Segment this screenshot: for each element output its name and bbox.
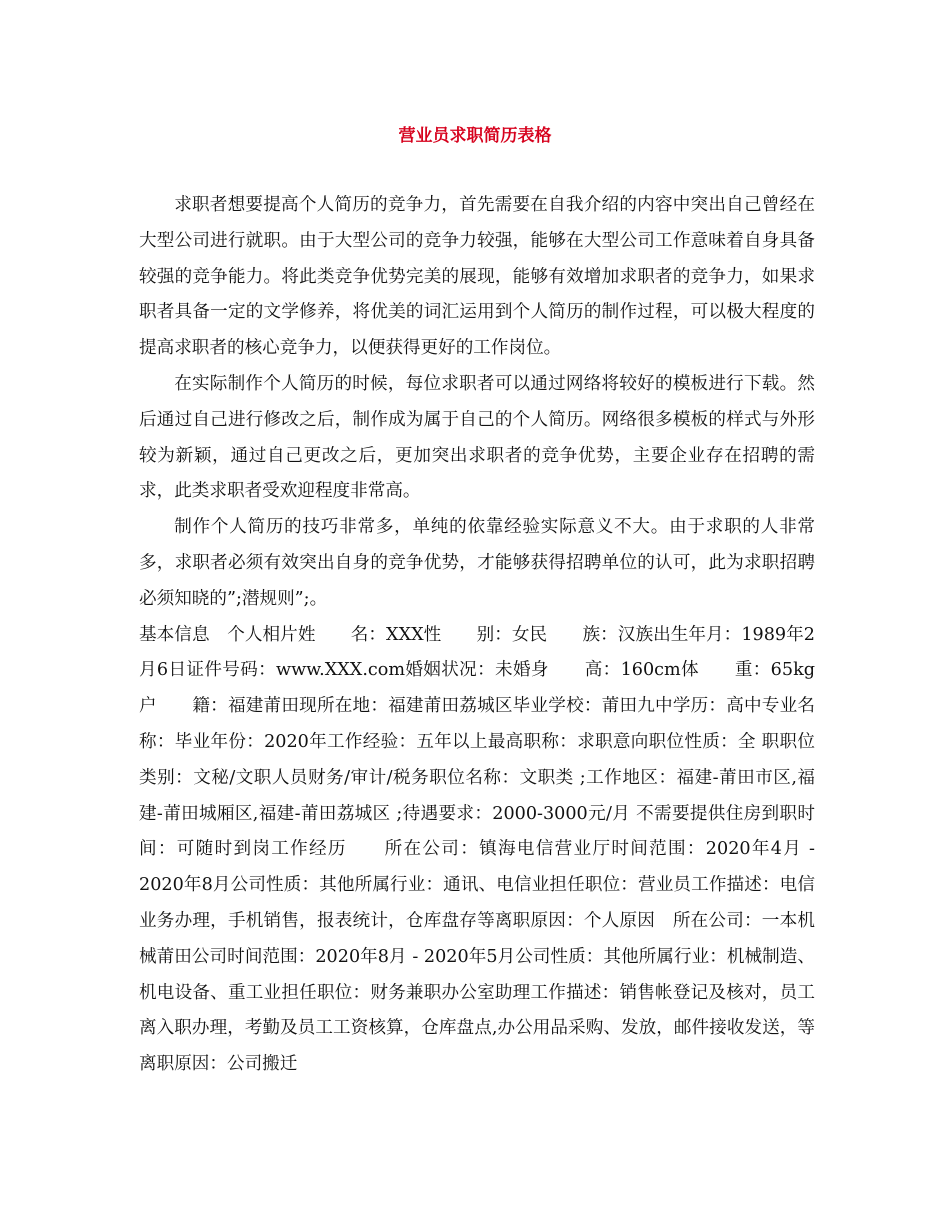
page-title: 营业员求职简历表格 [398,126,552,146]
intro-paragraph-3: 制作个人简历的技巧非常多，单纯的依靠经验实际意义不大。由于求职的人非常多，求职者必须有效突出自身的竞争优势，才能够获得招聘单位的认可，此为求职招聘必须知晓的”;潜规则”;。 [139,517,815,609]
intro-paragraph-1: 求职者想要提高个人简历的竞争力，首先需要在自我介绍的内容中突出自己曾经在大型公司进行就职。由于大型公司的竞争力较强，能够在大型公司工作意味着自身具备较强的竞争能力。将此类竞争优势完美的展现，能够有效增加求职者的竞争力，如果求职者具备一定的文学修养，将优美的词汇运用到个人简历的制作过程，可以极大程度的提高求职者的核心竞争力，以便获得更好的工作岗位。 [139,195,815,359]
document-body [139,188,815,1083]
resume-details-text: 基本信息 个人相片姓 名：XXX性 别：女民 族：汉族出生年月：1989年2月6日证件号码：www.XXX.com婚姻状况：未婚身 高：160cm体 重：65kg户 籍：福建莆田现所在地：福建莆田荔城区毕业学校：莆田九中学历：高中专业名称：毕业年份：2020年工作经验：五年以上最高职称：求职意向职位性质：全 职职位类别：文秘/文职人员财务/审计/税务职位名称：文职类 ;工作地区：福建-莆田市区,福建-莆田城厢区,福建-莆田荔城区 ;待遇要求：2000-3000元/月 不需要提供住房到职时间：可随时到岗工作经历 所在公司：镇海电信营业厅时间范围：2020年4月 - 2020年8月公司性质：其他所属行业：通讯、电信业担任职位：营业员工作描述：电信业务办理，手机销售，报表统计，仓库盘存等离职原因：个人原因 所在公司：一本机械莆田公司时间范围：2020年8月 - 2020年5月公司性质：其他所属行业：机械制造、机电设备、重工业担任职位：财务兼职办公室助理工作描述：销售帐登记及核对，员工离入职办理，考勤及员工工资核算，仓库盘点,办公用品采购、发放，邮件接收发送，等离职原因：公司搬迁 [139,624,815,1075]
intro-paragraph-2: 在实际制作个人简历的时候，每位求职者可以通过网络将较好的模板进行下载。然后通过自己进行修改之后，制作成为属于自己的个人简历。网络很多模板的样式与外形较为新颖，通过自己更改之后，更加突出求职者的竞争优势，主要企业存在招聘的需求，此类求职者受欢迎程度非常高。 [139,373,815,502]
